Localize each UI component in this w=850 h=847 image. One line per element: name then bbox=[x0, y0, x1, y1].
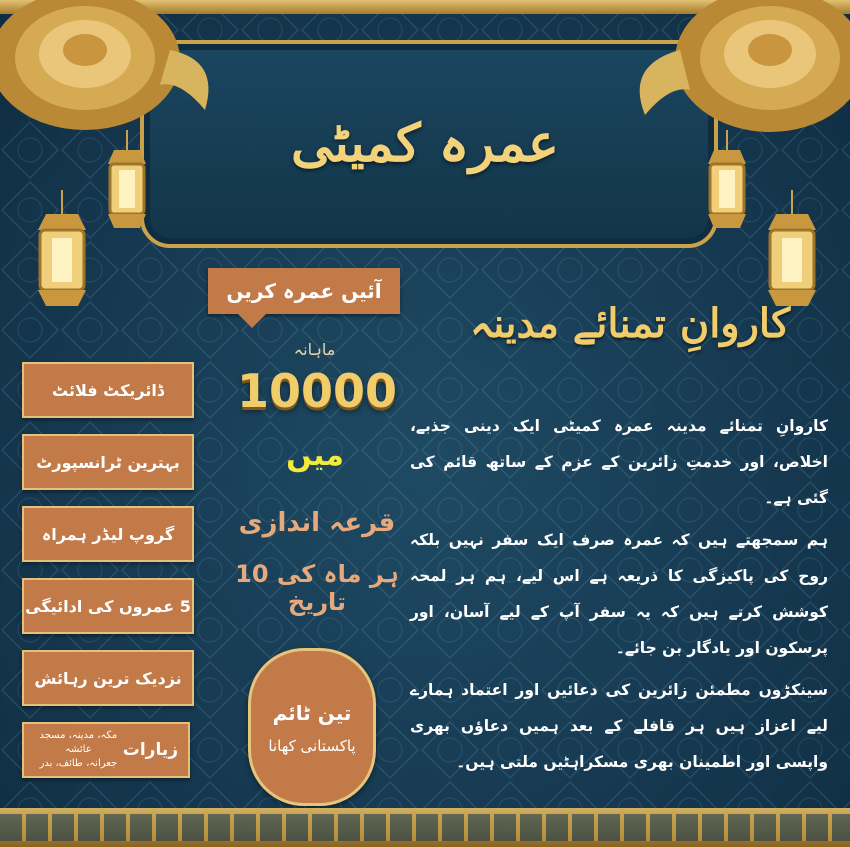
feature-group-leader: گروپ لیڈر ہمراہ bbox=[22, 506, 194, 562]
draw-title: قرعہ اندازی bbox=[238, 508, 396, 538]
description-paragraph: کاروانِ تمنائے مدینہ عمرہ کمیٹی ایک دینی جذبے، اخلاص، اور خدمتِ زائرین کے عزم کے ساتھ قائم کی گئی ہے۔ bbox=[410, 417, 828, 507]
lantern-icon bbox=[100, 130, 154, 240]
feature-accommodation: نزدیک ترین رہائش bbox=[22, 650, 194, 706]
meal-badge bbox=[248, 648, 376, 806]
monthly-label: ماہانہ bbox=[293, 340, 336, 359]
caravan-heading: کاروانِ تمنائے مدینہ bbox=[469, 300, 791, 347]
feature-transport: بہترین ٹرانسپورٹ bbox=[22, 434, 194, 490]
monthly-amount: 10000 bbox=[236, 364, 398, 418]
lantern-icon bbox=[30, 190, 94, 320]
ziyarat-places-line1: مکہ، مدینہ، مسجد عائشہ bbox=[39, 730, 118, 755]
lantern-icon bbox=[700, 130, 754, 240]
gold-rose-left-icon bbox=[0, 0, 220, 150]
description bbox=[410, 408, 828, 786]
feature-five-umrahs: 5 عمروں کی ادائیگی bbox=[22, 578, 194, 634]
in-label: میں bbox=[286, 438, 344, 473]
ziyarat-places bbox=[34, 729, 123, 771]
gold-rose-right-icon bbox=[620, 0, 850, 150]
description-paragraph: سینکڑوں مطمئن زائرین کی دعائیں اور اعتماد ہمارے لیے اعزاز ہیں ہر قافلے کے بعد ہمیں دعاؤں بھری واپسی اور اطمینان بھری مسکراہٹیں ملتی ہیں۔ bbox=[410, 681, 828, 771]
cta-ribbon: آئیں عمرہ کریں bbox=[208, 268, 400, 314]
meal-times: تین ٹائم bbox=[272, 701, 352, 725]
description-paragraph: ہم سمجھتے ہیں کہ عمرہ صرف ایک سفر نہیں بلکہ روح کی پاکیزگی کا ذریعہ ہے اس لیے، ہم ہر لمحہ کوشش کرتے ہیں کہ یہ سفر آپ کے لیے آسان، اور پرسکون اور یادگار بن جائے۔ bbox=[410, 531, 828, 657]
ziyarat-label: زیارات bbox=[122, 740, 178, 760]
bottom-decorative-band bbox=[0, 808, 850, 847]
feature-direct-flight: ڈائریکٹ فلائٹ bbox=[22, 362, 194, 418]
draw-date: ہر ماہ کی 10 تاریخ bbox=[235, 560, 399, 616]
page-title: عمرہ کمیٹی bbox=[291, 112, 559, 174]
meal-type: پاکستانی کھانا bbox=[268, 737, 356, 755]
ziyarat-places-line2: جعرانہ، طائف، بدر bbox=[39, 758, 118, 769]
feature-ziyarat bbox=[22, 722, 190, 778]
